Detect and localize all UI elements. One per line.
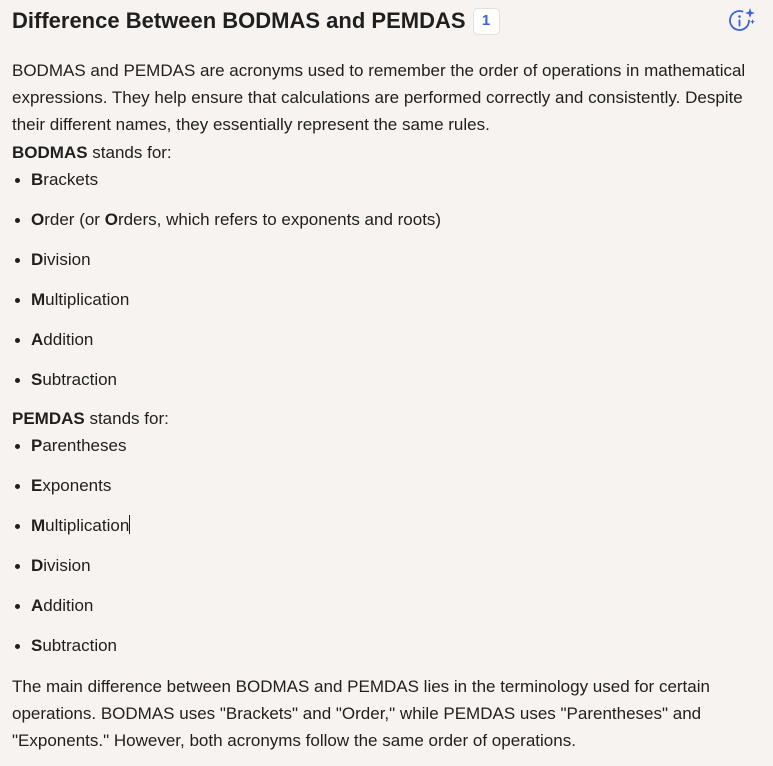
list-item bbox=[12, 206, 441, 246]
list-item bbox=[12, 286, 441, 326]
item-text: xponents bbox=[42, 476, 112, 495]
initial: D bbox=[31, 250, 44, 269]
item-text: rackets bbox=[43, 170, 99, 189]
intro-paragraph: BODMAS and PEMDAS are acronyms used to remember the order of operations in mathematical expressions. They help ensure that calculations are performed correctly and consistently. Despite their different names, they essentially represent the same rules. bbox=[12, 61, 746, 134]
bodmas-list bbox=[12, 166, 441, 406]
pemdas-list bbox=[12, 432, 130, 672]
list-item bbox=[12, 246, 441, 286]
page-title bbox=[12, 7, 500, 35]
initial: A bbox=[31, 596, 44, 615]
list-item bbox=[12, 326, 441, 366]
initial: M bbox=[31, 290, 46, 309]
initial: P bbox=[31, 436, 43, 455]
list-item bbox=[12, 632, 130, 672]
initial: D bbox=[31, 556, 44, 575]
initial: A bbox=[31, 330, 44, 349]
item-text: ivision bbox=[43, 250, 91, 269]
bodmas-label-rest: stands for: bbox=[87, 143, 172, 162]
pemdas-label-bold: PEMDAS bbox=[12, 409, 85, 428]
item-text: ubtraction bbox=[42, 636, 118, 655]
bodmas-label bbox=[12, 139, 172, 166]
initial: S bbox=[31, 370, 43, 389]
initial: E bbox=[31, 476, 43, 495]
item-text: ddition bbox=[43, 596, 94, 615]
initial: B bbox=[31, 170, 44, 189]
list-item bbox=[12, 432, 130, 472]
initial: O bbox=[31, 210, 45, 229]
list-item bbox=[12, 552, 130, 592]
item-text: ultiplication bbox=[45, 290, 130, 309]
list-item bbox=[12, 592, 130, 632]
pemdas-label-rest: stands for: bbox=[84, 409, 169, 428]
item-text: arentheses bbox=[42, 436, 127, 455]
citation-badge[interactable]: 1 bbox=[473, 8, 500, 35]
item-text: rders, which refers to exponents and roots) bbox=[117, 210, 442, 229]
list-item bbox=[12, 366, 441, 406]
item-text: ultiplication bbox=[45, 516, 130, 535]
initial: S bbox=[31, 636, 43, 655]
list-item bbox=[12, 512, 130, 552]
list-item bbox=[12, 472, 130, 512]
pemdas-label bbox=[12, 405, 169, 432]
item-text: ddition bbox=[43, 330, 94, 349]
bodmas-label-bold: BODMAS bbox=[12, 143, 88, 162]
initial: O bbox=[104, 210, 118, 229]
conclusion-paragraph: The main difference between BODMAS and PEMDAS lies in the terminology used for certain operations. BODMAS uses "Brackets" and "Order," while PEMDAS uses "Parentheses" and "Exponents." However, both acronyms follow the same order of operations. bbox=[12, 677, 710, 750]
initial: M bbox=[31, 516, 46, 535]
ai-info-icon[interactable] bbox=[727, 6, 757, 36]
item-text: ivision bbox=[43, 556, 91, 575]
text-cursor bbox=[129, 515, 130, 534]
title-text: Difference Between BODMAS and PEMDAS bbox=[12, 8, 466, 33]
list-item bbox=[12, 166, 441, 206]
item-text: rder (or bbox=[44, 210, 105, 229]
item-text: ubtraction bbox=[42, 370, 118, 389]
